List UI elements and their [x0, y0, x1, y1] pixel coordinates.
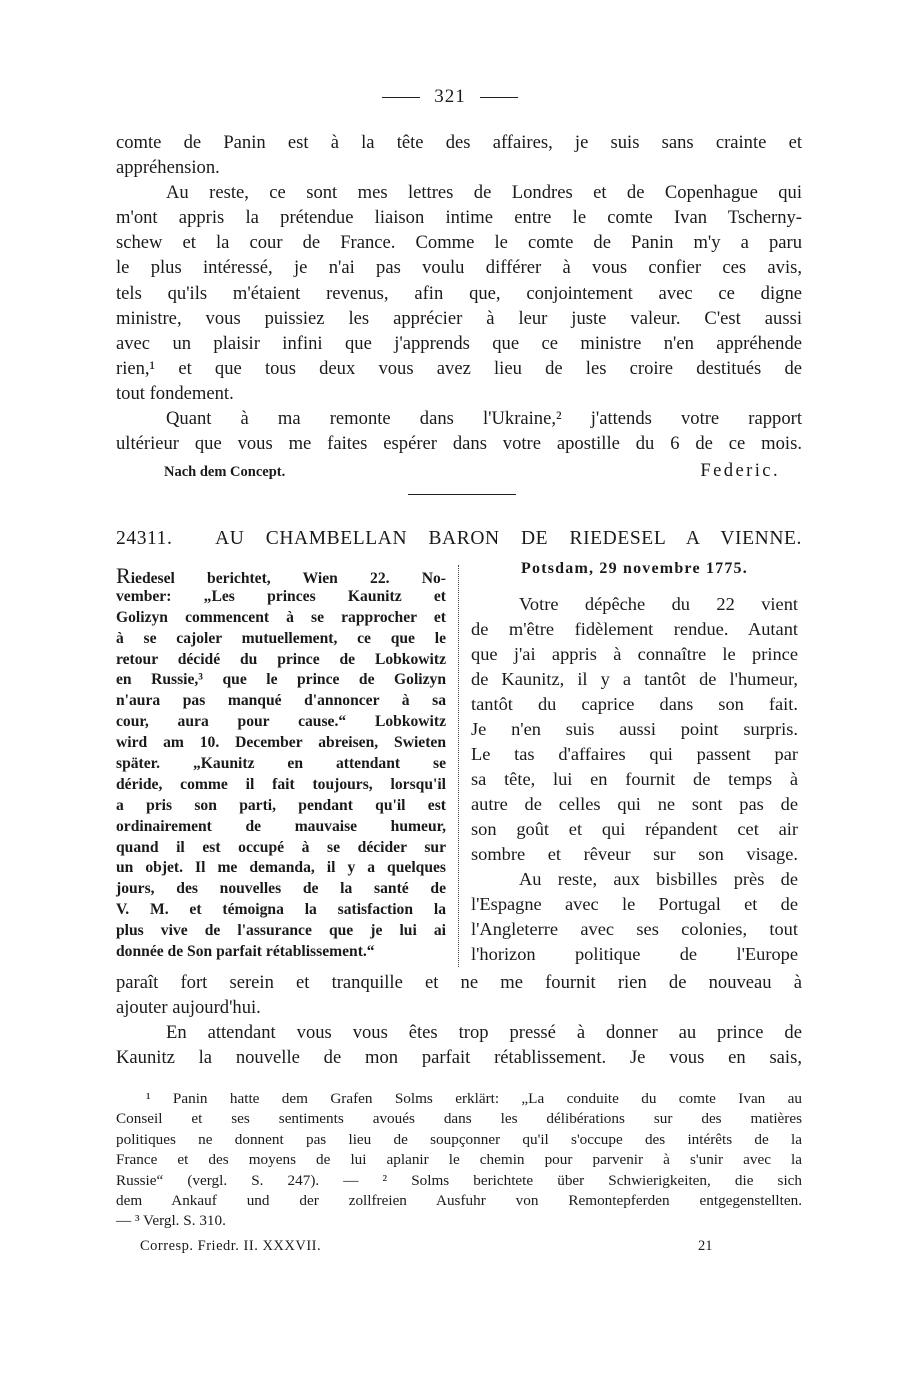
- footnote-line: dem Ankauf und der zollfreien Ausfuhr von Remontepferden entgegenstellten.: [116, 1191, 802, 1209]
- page-number: 321: [434, 86, 466, 107]
- footnote-line: France et des moyens de lui aplanir le chemin pour parvenir à s'unir avec la: [116, 1151, 802, 1169]
- text-line: tels qu'ils m'étaient revenus, afin que, conjointement avec ce digne: [116, 282, 802, 304]
- section-divider: [408, 494, 516, 495]
- summary-line: Riedesel berichtet, Wien 22. No-: [116, 563, 446, 588]
- footnotes: [116, 1089, 802, 1232]
- summary-line: wird am 10. December abreisen, Swieten: [116, 734, 446, 752]
- column-separator: [458, 565, 459, 967]
- summary-line: V. M. et témoigna la satisfaction la: [116, 901, 446, 919]
- summary-line: en Russie,³ que le prince de Golizyn: [116, 671, 446, 689]
- body-line: sombre et rêveur sur son visage.: [471, 844, 798, 864]
- text-line: ministre, vous puissiez les apprécier à leur juste valeur. C'est aussi: [116, 307, 802, 329]
- body-line: l'horizon politique de l'Europe: [471, 944, 798, 964]
- source-note: Nach dem Concept.: [164, 464, 286, 480]
- footnote-line: — ³ Vergl. S. 310.: [116, 1212, 226, 1230]
- letter-body: [471, 592, 798, 967]
- sheet-number: 21: [698, 1238, 713, 1254]
- dispatch-summary: [116, 563, 446, 963]
- drop-cap: R: [116, 563, 131, 588]
- body-line: son goût et qui répandent cet air: [471, 819, 798, 839]
- signature-mark: Corresp. Friedr. II. XXXVII.: [140, 1238, 322, 1254]
- body-line: ajouter aujourd'hui.: [116, 997, 261, 1019]
- body-line: sa tête, lui en fournit de temps à: [471, 769, 798, 789]
- body-line: de Kaunitz, il y a tantôt de l'humeur,: [471, 669, 798, 689]
- letter-heading: [116, 528, 802, 550]
- closing-line: [116, 460, 802, 486]
- summary-line: a pris son parti, pendant qu'il est: [116, 796, 446, 814]
- page-header: [0, 86, 900, 108]
- text-line: avec un plaisir infini que j'apprends que ce ministre n'en appréhende: [116, 332, 802, 354]
- summary-line: jours, des nouvelles de la santé de: [116, 880, 446, 898]
- summary-line: donnée de Son parfait rétablissement.“: [116, 943, 375, 961]
- text-line: ultérieur que vous me faites espérer dans votre apostille du 6 de ce mois.: [116, 433, 802, 455]
- letter-number: 24311.: [116, 528, 173, 549]
- body-line: de m'être fidèlement rendue. Autant: [471, 619, 798, 639]
- previous-letter-ending: [116, 130, 802, 456]
- letter-title: AU CHAMBELLAN BARON DE RIEDESEL A VIENNE.: [215, 528, 802, 549]
- text-line: comte de Panin est à la tête des affaires, je suis sans crainte et: [116, 132, 802, 153]
- footnote-line: Russie“ (vergl. S. 247). — ² Solms berichtete über Schwierigkeiten, die sich: [116, 1171, 802, 1189]
- summary-line: später. „Kaunitz en attendant se: [116, 755, 446, 773]
- body-line: tantôt du caprice dans son fait.: [471, 694, 798, 714]
- text-line: rien,¹ et que tous deux vous avez lieu de les croire destitués de: [116, 357, 802, 379]
- footnote-line: Conseil et ses sentiments avoués dans les délibérations sur des matières: [116, 1110, 802, 1128]
- header-dash-left: [382, 97, 420, 98]
- text-line: le plus intéressé, je n'ai pas voulu différer à vous confier ces avis,: [116, 257, 802, 279]
- body-line: Au reste, aux bisbilles près de: [519, 869, 798, 889]
- body-line: Le tas d'affaires qui passent par: [471, 744, 798, 764]
- body-line: Kaunitz la nouvelle de mon parfait rétablissement. Je vous en sais,: [116, 1047, 802, 1069]
- summary-line: déride, comme il fait toujours, lorsqu'il: [116, 775, 446, 793]
- dateline: Potsdam, 29 novembre 1775.: [521, 560, 748, 577]
- body-line: l'Espagne avec le Portugal et de: [471, 894, 798, 914]
- summary-line: quand il est occupé à se décider sur: [116, 838, 446, 856]
- text-line: m'ont appris la prétendue liaison intime entre le comte Ivan Tscherny-: [116, 207, 802, 229]
- text-line: tout fondement.: [116, 382, 234, 404]
- body-line: En attendant vous vous êtes trop pressé à donner au prince de: [166, 1022, 802, 1044]
- summary-line: ordinairement de mauvaise humeur,: [116, 817, 446, 835]
- summary-line: cour, aura pour cause.“ Lobkowitz: [116, 713, 446, 731]
- body-line: autre de celles qui ne sont pas de: [471, 794, 798, 814]
- summary-line: plus vive de l'assurance que je lui ai: [116, 922, 446, 940]
- summary-line: Golizyn commencent à se rapprocher et: [116, 608, 446, 626]
- summary-line: n'aura pas manqué d'annoncer à sa: [116, 692, 446, 710]
- body-line: l'Angleterre avec ses colonies, tout: [471, 919, 798, 939]
- footnote-line: politiques ne donnent pas lieu de soupçonner qu'il s'occupe des intérêts de la: [116, 1130, 802, 1148]
- signature: Federic.: [700, 460, 780, 481]
- summary-line: retour décidé du prince de Lobkowitz: [116, 650, 446, 668]
- text-line: Quant à ma remonte dans l'Ukraine,² j'attends votre rapport: [166, 408, 802, 430]
- letter-continuation: [116, 970, 802, 1070]
- text-line: appréhension.: [116, 157, 220, 179]
- body-line: que j'ai appris à connaître le prince: [471, 644, 798, 664]
- header-dash-right: [480, 97, 518, 98]
- text-line: Au reste, ce sont mes lettres de Londres et de Copenhague qui: [166, 182, 802, 204]
- summary-line: à se cajoler mutuellement, ce que le: [116, 629, 446, 647]
- footnote-line: ¹ Panin hatte dem Grafen Solms erklärt: „La conduite du comte Ivan au: [146, 1090, 802, 1107]
- summary-line: un objet. Il me demanda, il y a quelques: [116, 859, 446, 877]
- text-line: schew et la cour de France. Comme le comte de Panin m'y a paru: [116, 232, 802, 254]
- body-line: Je n'en suis aussi point surpris.: [471, 719, 798, 739]
- body-line: paraît fort serein et tranquille et ne me fournit rien de nouveau à: [116, 972, 802, 993]
- summary-line: vember: „Les princes Kaunitz et: [116, 587, 446, 605]
- body-line: Votre dépêche du 22 vient: [519, 594, 798, 614]
